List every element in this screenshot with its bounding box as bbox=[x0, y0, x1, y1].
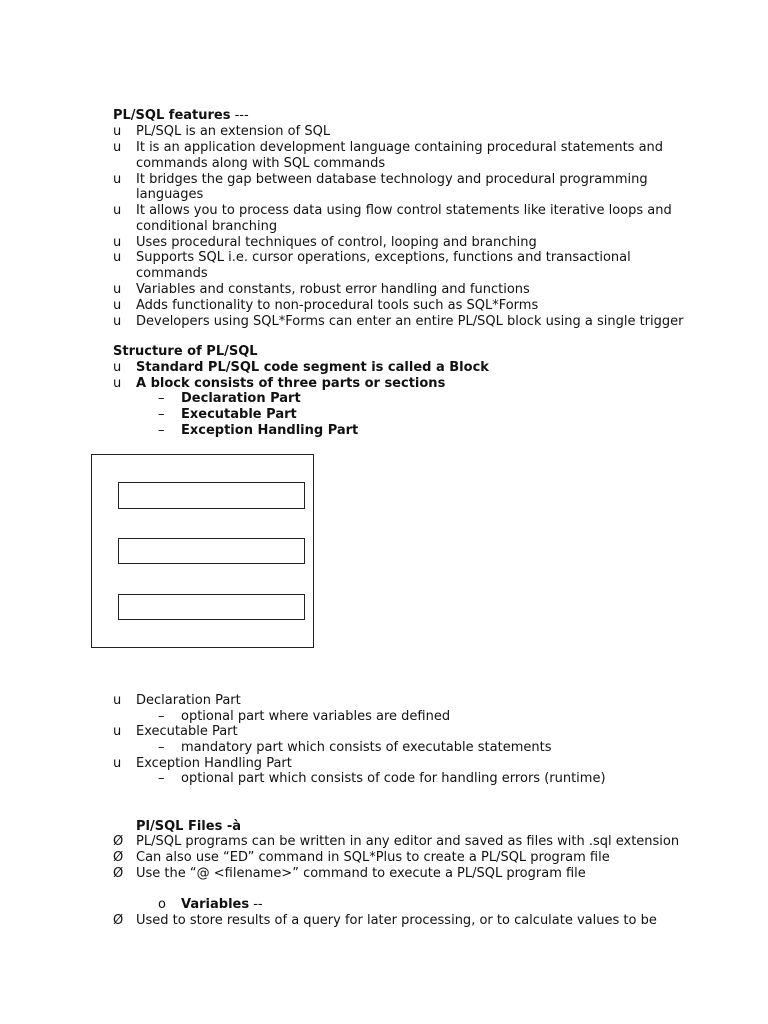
list-item: Used to store results of a query for later processing, or to calculate values to be bbox=[136, 913, 657, 928]
list-item: languages bbox=[136, 187, 204, 202]
list-item: Developers using SQL*Forms can enter an entire PL/SQL block using a single trigger bbox=[136, 314, 684, 329]
list-item: It bridges the gap between database technology and procedural programming bbox=[136, 172, 648, 187]
dash: – bbox=[158, 771, 165, 786]
declaration-section-box bbox=[118, 482, 305, 509]
dash: – bbox=[158, 709, 165, 724]
bullet: u bbox=[113, 124, 122, 139]
bullet: u bbox=[113, 172, 122, 187]
bullet: u bbox=[113, 756, 122, 771]
variables-title-suffix: -- bbox=[249, 897, 263, 912]
list-item: conditional branching bbox=[136, 219, 278, 234]
dash: – bbox=[158, 391, 165, 406]
variables-marker: o bbox=[158, 897, 166, 912]
bullet: Ø bbox=[113, 834, 124, 849]
bullet: Ø bbox=[113, 850, 124, 865]
list-item: PL/SQL programs can be written in any editor and saved as files with .sql extension bbox=[136, 834, 680, 849]
list-item: It is an application development language containing procedural statements and bbox=[136, 140, 664, 155]
part-desc: optional part which consists of code for handling errors (runtime) bbox=[181, 771, 606, 786]
list-item: Variables and constants, robust error handling and functions bbox=[136, 282, 530, 297]
variables-heading bbox=[181, 897, 263, 913]
bullet: u bbox=[113, 282, 122, 297]
list-item: Uses procedural techniques of control, looping and branching bbox=[136, 235, 537, 250]
bullet: Ø bbox=[113, 866, 124, 881]
executable-section-box bbox=[118, 538, 305, 564]
part-desc: optional part where variables are defined bbox=[181, 709, 451, 724]
sub-item: Declaration Part bbox=[181, 391, 301, 406]
bullet: u bbox=[113, 298, 122, 313]
list-item: Can also use “ED” command in SQL*Plus to create a PL/SQL program file bbox=[136, 850, 610, 865]
list-item: Supports SQL i.e. cursor operations, exceptions, functions and transactional bbox=[136, 250, 631, 265]
list-item: Adds functionality to non-procedural tools such as SQL*Forms bbox=[136, 298, 539, 313]
features-title: PL/SQL features bbox=[113, 108, 231, 123]
part-name: Executable Part bbox=[136, 724, 238, 739]
list-item: commands bbox=[136, 266, 208, 281]
bullet: u bbox=[113, 724, 122, 739]
exception-section-box bbox=[118, 594, 305, 620]
bullet: u bbox=[113, 250, 122, 265]
variables-title: Variables bbox=[181, 897, 250, 912]
bullet: u bbox=[113, 235, 122, 250]
bullet: Ø bbox=[113, 913, 124, 928]
dash: – bbox=[158, 423, 165, 438]
bullet: u bbox=[113, 203, 122, 218]
bullet: u bbox=[113, 140, 122, 155]
list-item: Standard PL/SQL code segment is called a Block bbox=[136, 360, 489, 375]
structure-heading: Structure of PL/SQL bbox=[113, 344, 258, 359]
list-item: Use the “@ <filename>” command to execute a PL/SQL program file bbox=[136, 866, 586, 881]
list-item: It allows you to process data using flow control statements like iterative loops and bbox=[136, 203, 672, 218]
bullet: u bbox=[113, 314, 122, 329]
bullet: u bbox=[113, 693, 122, 708]
sub-item: Executable Part bbox=[181, 407, 297, 422]
dash: – bbox=[158, 407, 165, 422]
bullet: u bbox=[113, 360, 122, 375]
dash: – bbox=[158, 740, 165, 755]
list-item: commands along with SQL commands bbox=[136, 156, 386, 171]
bullet: u bbox=[113, 376, 122, 391]
part-desc: mandatory part which consists of executable statements bbox=[181, 740, 552, 755]
part-name: Exception Handling Part bbox=[136, 756, 292, 771]
files-heading: Pl/SQL Files -à bbox=[136, 819, 241, 834]
features-title-suffix: --- bbox=[230, 108, 249, 123]
sub-item: Exception Handling Part bbox=[181, 423, 359, 438]
list-item: PL/SQL is an extension of SQL bbox=[136, 124, 331, 139]
features-heading bbox=[113, 108, 249, 124]
list-item: A block consists of three parts or sections bbox=[136, 376, 446, 391]
part-name: Declaration Part bbox=[136, 693, 241, 708]
